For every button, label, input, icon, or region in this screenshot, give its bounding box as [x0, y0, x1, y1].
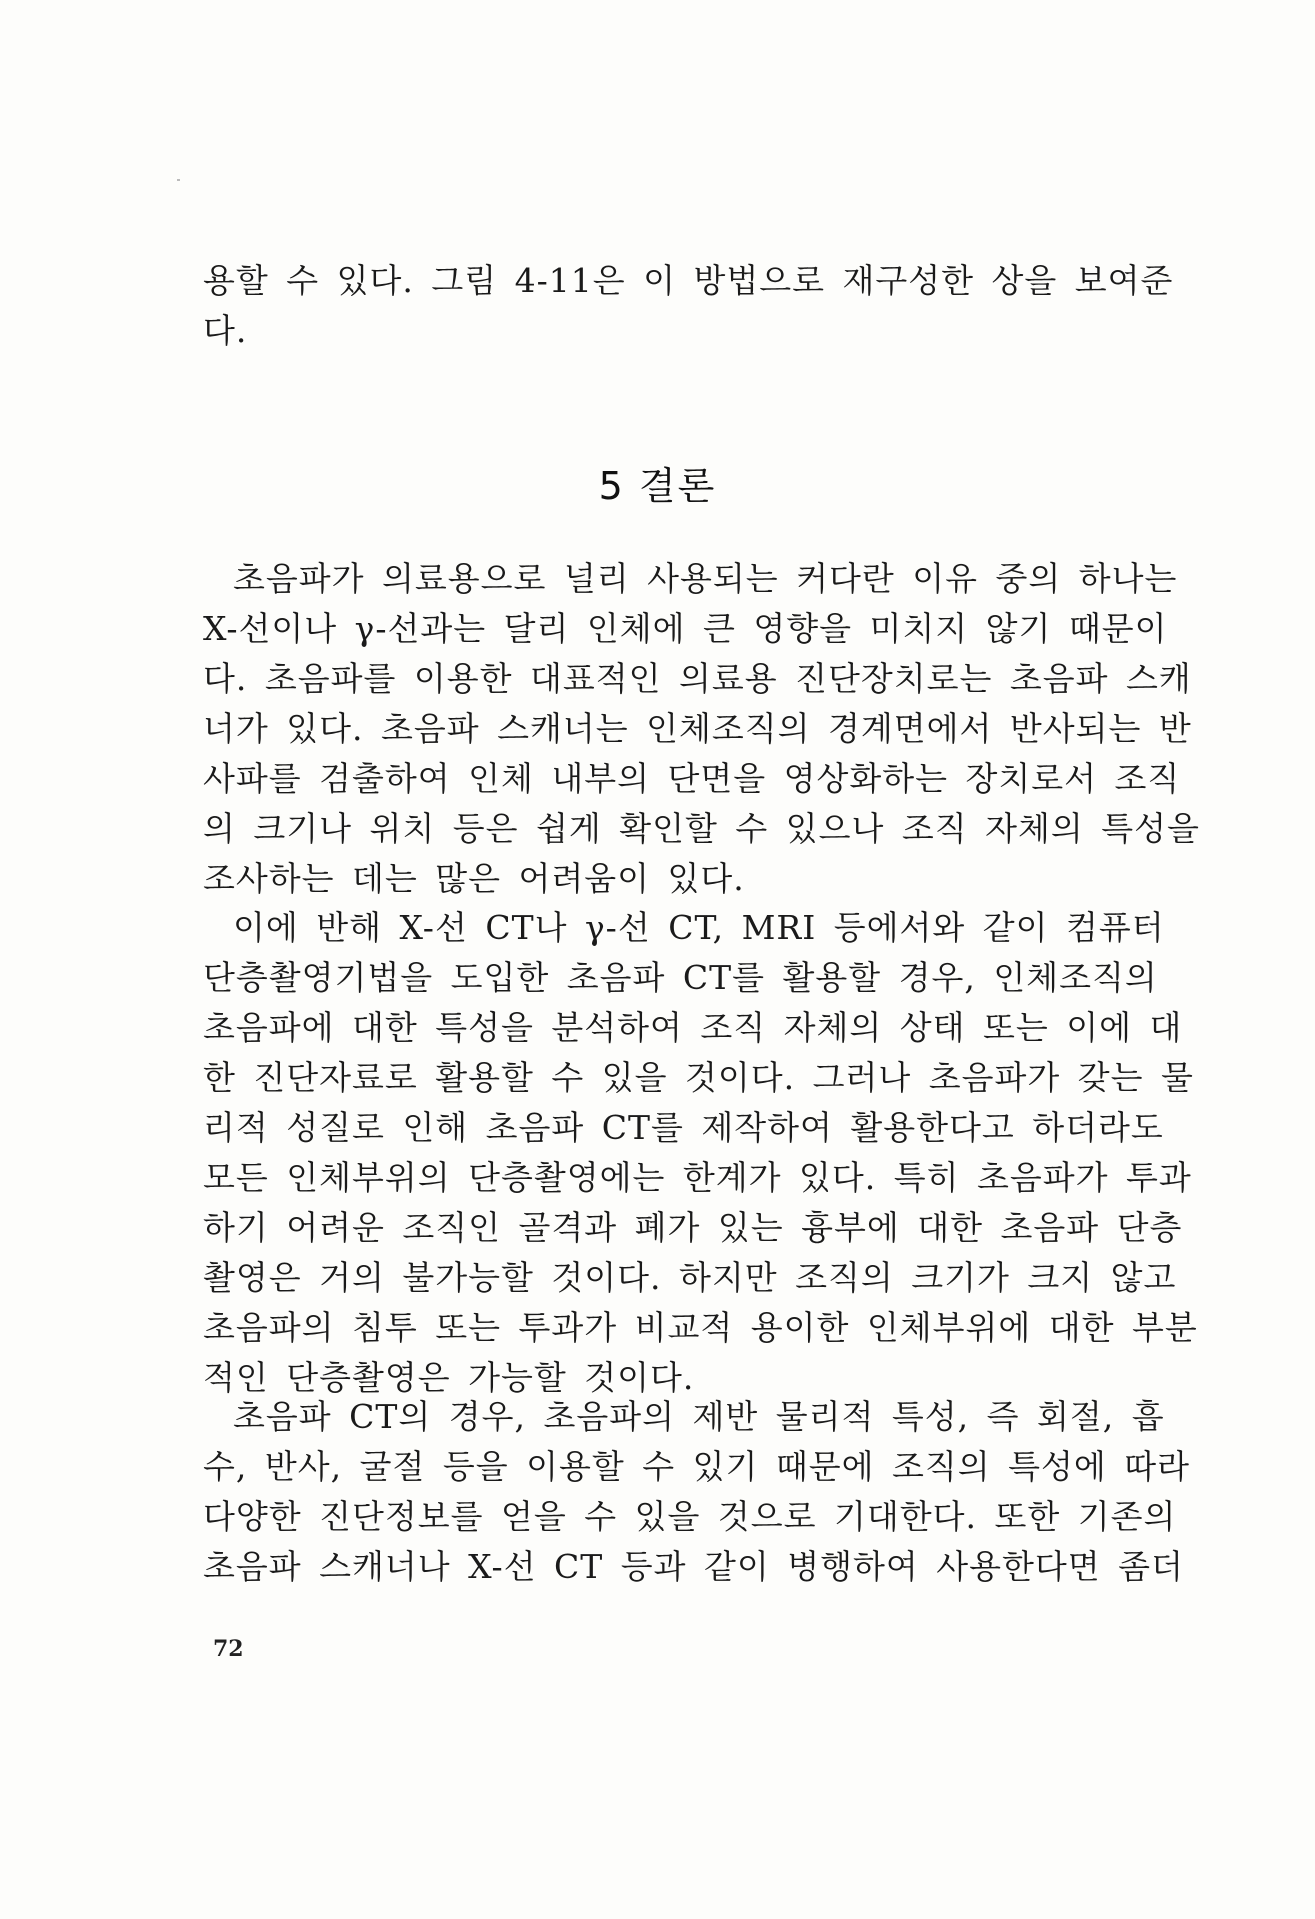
paragraph-3 [203, 1392, 1190, 1592]
text-line: 이에 반해 X-선 CT나 γ-선 CT, MRI 등에서와 같이 컴퓨터 [233, 908, 1165, 947]
text-line: 모든 인체부위의 단층촬영에는 한계가 있다. 특히 초음파가 투과 [203, 1158, 1192, 1197]
text-line: 용할 수 있다. 그림 4-11은 이 방법으로 재구성한 상을 보여준 [203, 261, 1174, 300]
text-line: 너가 있다. 초음파 스캐너는 인체조직의 경계면에서 반사되는 반 [203, 709, 1192, 748]
text-line: 하기 어려운 조직인 골격과 폐가 있는 흉부에 대한 초음파 단층 [203, 1208, 1183, 1247]
text-line: 수, 반사, 굴절 등을 이용할 수 있기 때문에 조직의 특성에 따라 [203, 1447, 1190, 1486]
text-line: 다양한 진단정보를 얻을 수 있을 것으로 기대한다. 또한 기존의 [203, 1497, 1177, 1536]
text-line: 촬영은 거의 불가능할 것이다. 하지만 조직의 크기가 크지 않고 [203, 1258, 1177, 1297]
text-line: X-선이나 γ-선과는 달리 인체에 큰 영향을 미치지 않기 때문이 [203, 609, 1168, 648]
text-line: 사파를 검출하여 인체 내부의 단면을 영상화하는 장치로서 조직 [203, 759, 1181, 798]
text-line: 초음파 스캐너나 X-선 CT 등과 같이 병행하여 사용한다면 좀더 [203, 1547, 1184, 1586]
scan-speck [177, 179, 180, 181]
paragraph-2 [203, 903, 1198, 1403]
section-title: 5 결론 [598, 464, 717, 508]
intro-paragraph [203, 256, 1174, 356]
text-line: 다. [203, 311, 248, 350]
page-number: 72 [213, 1636, 244, 1662]
text-line: 한 진단자료로 활용할 수 있을 것이다. 그러나 초음파가 갖는 물 [203, 1058, 1194, 1097]
text-line: 리적 성질로 인해 초음파 CT를 제작하여 활용한다고 하더라도 [203, 1108, 1164, 1147]
text-line: 의 크기나 위치 등은 쉽게 확인할 수 있으나 조직 자체의 특성을 [203, 809, 1200, 848]
text-line: 다. 초음파를 이용한 대표적인 의료용 진단장치로는 초음파 스캐 [203, 659, 1192, 698]
text-line: 적인 단층촬영은 가능할 것이다. [203, 1358, 695, 1397]
text-line: 초음파의 침투 또는 투과가 비교적 용이한 인체부위에 대한 부분 [203, 1308, 1198, 1347]
text-line: 초음파 CT의 경우, 초음파의 제반 물리적 특성, 즉 회절, 흡 [233, 1397, 1165, 1436]
text-line: 초음파가 의료용으로 널리 사용되는 커다란 이유 중의 하나는 [233, 559, 1178, 598]
text-line: 조사하는 데는 많은 어려움이 있다. [203, 859, 745, 898]
text-line: 단층촬영기법을 도입한 초음파 CT를 활용할 경우, 인체조직의 [203, 958, 1158, 997]
paragraph-1 [203, 554, 1200, 904]
text-line: 초음파에 대한 특성을 분석하여 조직 자체의 상태 또는 이에 대 [203, 1008, 1183, 1047]
